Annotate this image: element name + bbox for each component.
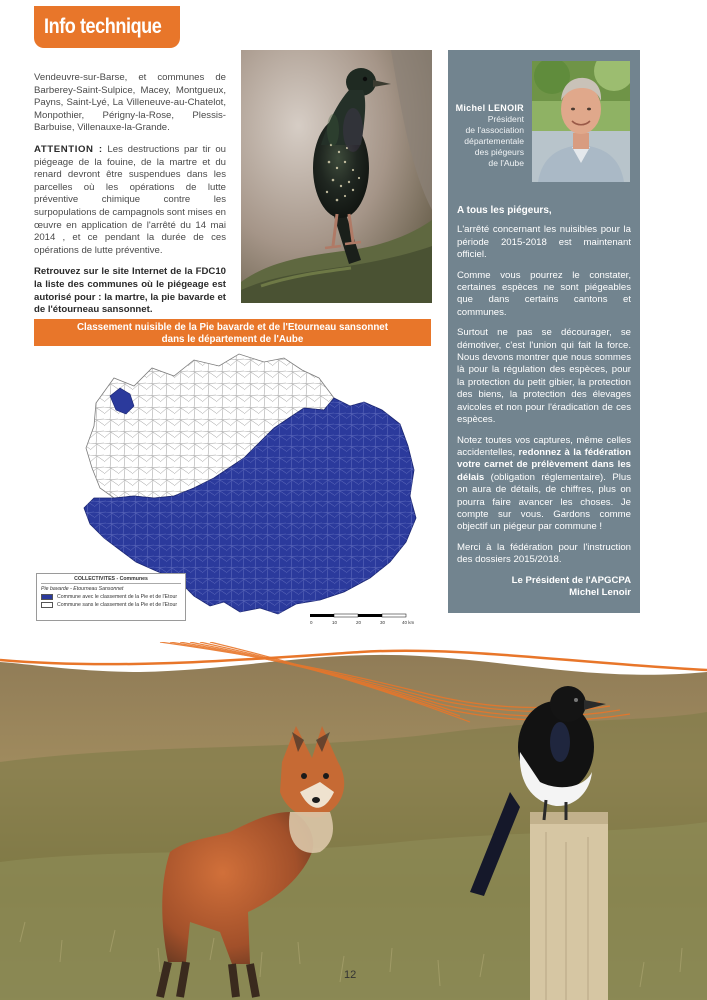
- signatory-role-line: départementale: [464, 136, 524, 146]
- fox-and-magpie-photo: [0, 642, 707, 1000]
- greeting: A tous les piégeurs,: [457, 205, 552, 216]
- fence-post: [530, 812, 608, 1000]
- panel-message-body: [457, 205, 631, 599]
- legend-swatch-classified: [41, 594, 53, 600]
- signatory-role-line: de l'Aube: [488, 158, 524, 168]
- closing-signature: [457, 575, 631, 600]
- message-paragraph: L'arrêté concernant les nuisibles pour la période 2015-2018 est maintenant officiel.: [457, 224, 631, 261]
- map-title-line: Classement nuisible de la Pie bavarde et de l'Etourneau sansonnet: [76, 322, 389, 333]
- captures-text-pre: Notez toutes vos captures, même celles accidentelles,: [457, 434, 631, 458]
- president-portrait-photo: [532, 61, 630, 182]
- scale-label: 10: [332, 620, 338, 625]
- legend-item-label: Commune avec le classement de la Pie et de l'Etour: [57, 594, 178, 600]
- signatory-role-line: de l'association: [465, 125, 524, 135]
- map-scale-bar: [308, 612, 432, 626]
- attention-text: Les destructions par tir ou piégeage de la fouine, de la martre et du renard devront être suspendues dans les parcelles où les opérations de lutte préventive chimique contre les surpopulations de campagnols sont mises en œuvre en application de l'arrêté du 14 mai 2014 , et ce pendant la durée de ces opérations de lutte préventive.: [34, 143, 227, 256]
- scale-label: 0: [310, 620, 313, 625]
- map-title-line: dans le département de l'Aube: [161, 333, 304, 345]
- legend-item-label: Commune sans le classement de la Pie et de l'Etour: [57, 602, 178, 608]
- closing-line: Le Président de l'APGCPA: [511, 574, 631, 586]
- signatory-caption: [448, 103, 524, 169]
- legend-item: [41, 602, 181, 608]
- map-title-banner: [34, 319, 431, 346]
- section-header-tab: [34, 6, 180, 48]
- signatory-role-line: Président: [487, 114, 524, 124]
- communes-paragraph: Vendeuvre-sur-Barse, et communes de Barberey-Saint-Sulpice, Macey, Montgueux, Payns, Saint-Lyé, La Villeneuve-au-Chatelot, Monpothier, Périgny-la-Rose, Plessis-Barbuise, Villenauxe-la-Grande.: [34, 72, 226, 134]
- starling-photo: [241, 50, 432, 303]
- left-column-text: [34, 72, 226, 326]
- legend-swatch-unclassified: [41, 602, 53, 608]
- page-number: 12: [344, 969, 357, 981]
- attention-label: ATTENTION :: [34, 143, 103, 155]
- map-legend: [36, 573, 186, 621]
- scale-label: 40 km: [402, 620, 415, 625]
- website-paragraph: Retrouvez sur le site Internet de la FDC10 la liste des communes où le piégeage est autorisé pour : la martre, la pie bavarde et de l'étourneau sansonnet.: [34, 266, 226, 316]
- signatory-role-line: des piégeurs: [474, 147, 524, 157]
- message-paragraph: Surtout ne pas se décourager, se démotiver, c'est l'union qui fait la force. Nous devons montrer que nous sommes là pour la régulation des espèces, pour la protection du petit gibier, la protection des biens, la protection des élevages avicoles et non pour l'éradication de ces espèces.: [457, 327, 631, 426]
- legend-subtitle: Pie bavarde - Etourneau Sansonnet: [41, 586, 124, 592]
- captures-text-post: (obligation réglementaire). Plus on aura de détails, de chiffres, plus on pourra faire avancer les choses. Je compte sur vous. Gardons comme objectif un piégeur par commune !: [457, 471, 631, 533]
- thanks-paragraph: Merci à la fédération pour l'instruction des dossiers 2015/2018.: [457, 541, 631, 566]
- legend-item: [41, 594, 181, 600]
- captures-text-bold: redonnez à la fédération votre carnet de prélèvement dans les délais: [457, 446, 631, 483]
- section-title: Info technique: [44, 15, 162, 38]
- president-message-panel: [448, 50, 640, 613]
- closing-line: Michel Lenoir: [569, 586, 631, 598]
- scale-label: 30: [380, 620, 386, 625]
- legend-title: COLLECTIVITES - Communes: [41, 576, 181, 584]
- captures-paragraph: [457, 435, 631, 534]
- scale-label: 20: [356, 620, 362, 625]
- attention-paragraph: [34, 144, 226, 257]
- signatory-name: Michel LENOIR: [455, 103, 524, 113]
- message-paragraph: Comme vous pourrez le constater, certaines espèces ne sont piégeables que dans certains cantons et communes.: [457, 269, 631, 318]
